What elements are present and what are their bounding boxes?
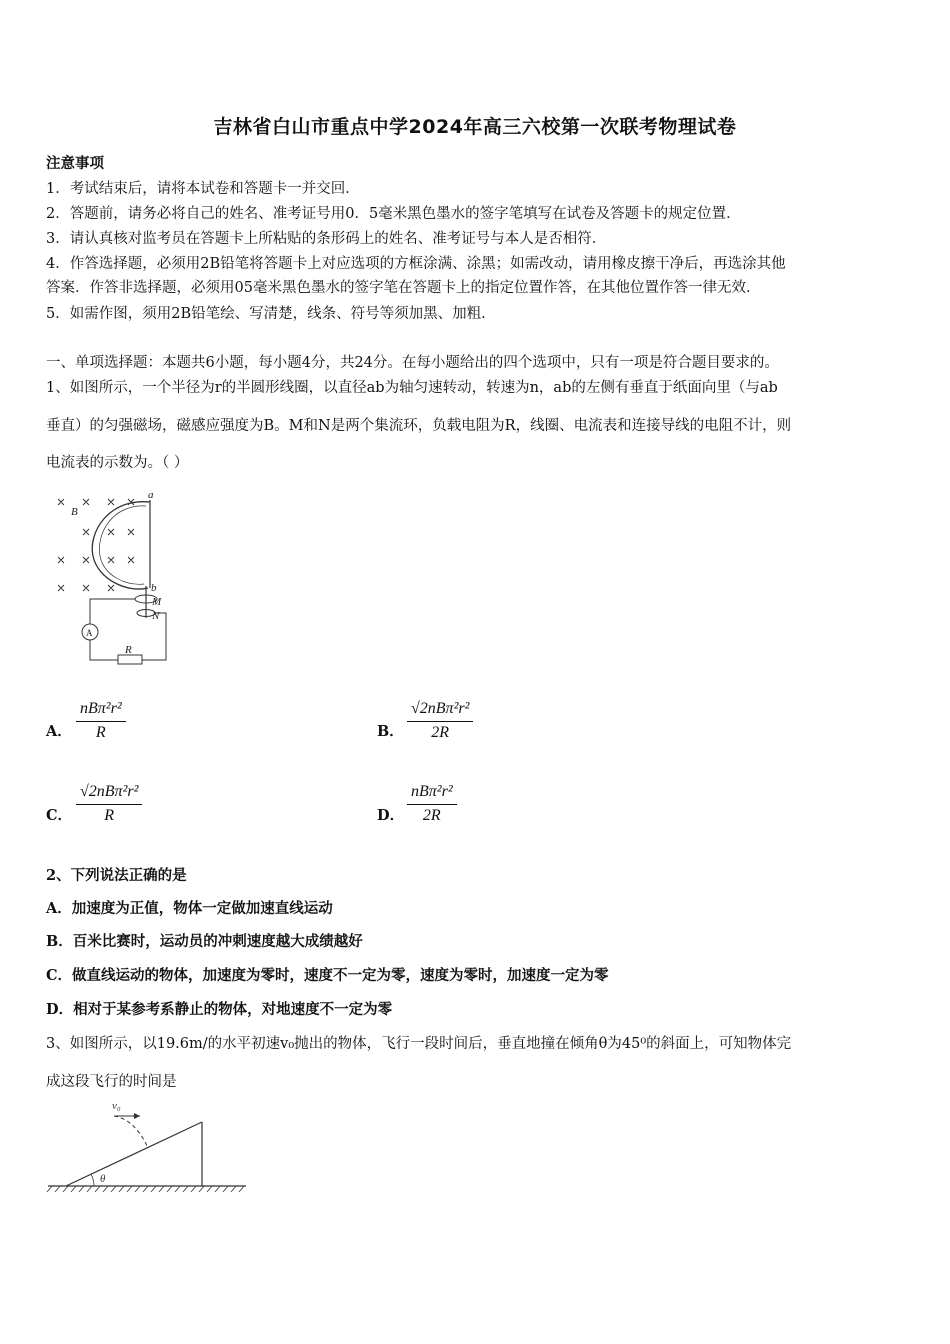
magnetic-field-crosses xyxy=(58,499,134,591)
denominator: 2R xyxy=(431,724,450,741)
q1-figure xyxy=(48,488,188,668)
point-a-label: a xyxy=(148,489,154,501)
q1-stem: 电流表的示数为。（ ） xyxy=(46,455,189,471)
q1-stem: 1、如图所示，一个半径为r的半圆形线圈，以直径ab为轴匀速转动，转速为n，ab的左侧有垂直于纸面向里（与ab xyxy=(46,380,778,396)
q2-option-a: A．加速度为正值，物体一定做加速直线运动 xyxy=(46,900,333,917)
angle-arc xyxy=(91,1174,94,1186)
q1-option-c-label: C． xyxy=(46,807,73,824)
section-heading: 一、单项选择题：本题共6小题，每小题4分，共24分。在每小题给出的四个选项中，只有一项是符合题目要求的。 xyxy=(46,355,779,371)
notice-item: 2．答题前，请务必将自己的姓名、准考证号用0．5毫米黑色墨水的签字笔填写在试卷及答题卡的规定位置． xyxy=(46,206,741,222)
q1-option-a-formula xyxy=(76,700,126,742)
half-ring-coil xyxy=(92,502,150,589)
coil-inner xyxy=(99,506,146,584)
q2-option-b: B．百米比赛时，运动员的冲刺速度越大成绩越好 xyxy=(46,933,363,950)
denominator: R xyxy=(104,807,115,824)
notice-item: 1．考试结束后，请将本试卷和答题卡一并交回． xyxy=(46,181,360,197)
ground-hatching xyxy=(47,1186,244,1192)
notice-item: 4．作答选择题，必须用2B铅笔将答题卡上对应选项的方框涂满、涂黑；如需改动，请用橡皮擦干净后，再选涂其他 xyxy=(46,256,786,272)
q3-stem: 3、如图所示，以19.6m/的水平初速v₀抛出的物体，飞行一段时间后，垂直地撞在倾角θ为45⁰的斜面上，可知物体完 xyxy=(46,1036,792,1052)
resistor-label: R xyxy=(125,644,132,656)
q1-option-b-formula xyxy=(407,700,473,742)
q1-option-b-label: B． xyxy=(377,723,404,740)
numerator: √2nBπ²r² xyxy=(407,700,473,722)
q3-stem: 成这段飞行的时间是 xyxy=(46,1074,177,1090)
q2-option-d: D．相对于某参考系静止的物体，对地速度不一定为零 xyxy=(46,1001,393,1018)
ring-m-label: M xyxy=(152,596,162,608)
q1-option-d-label: D． xyxy=(377,807,405,824)
incline xyxy=(66,1122,202,1186)
theta-label: θ xyxy=(100,1173,106,1185)
ring-n-label: N xyxy=(152,610,160,622)
resistor xyxy=(118,655,142,664)
numerator: nBπ²r² xyxy=(76,700,126,722)
q2-option-c: C．做直线运动的物体，加速度为零时，速度不一定为零，速度为零时，加速度一定为零 xyxy=(46,967,609,984)
point-b-label: b xyxy=(151,582,157,594)
numerator: √2nBπ²r² xyxy=(76,783,142,805)
notice-item: 5．如需作图，须用2B铅笔绘、写清楚，线条、符号等须加黑、加粗． xyxy=(46,306,496,322)
page-title: 吉林省白山市重点中学2024年高三六校第一次联考物理试卷 xyxy=(213,116,737,138)
trajectory xyxy=(114,1116,148,1148)
numerator: nBπ²r² xyxy=(407,783,457,805)
q1-option-d-formula xyxy=(407,783,457,825)
denominator: 2R xyxy=(422,807,441,824)
notice-item: 3．请认真核对监考员在答题卡上所粘贴的条形码上的姓名、准考证号与本人是否相符． xyxy=(46,231,607,247)
v0-label: v₀ xyxy=(112,1100,121,1112)
ammeter-label: A xyxy=(86,628,93,638)
notice-item: 答案．作答非选择题，必须用05毫米黑色墨水的签字笔在答题卡上的指定位置作答，在其他位置作答一律无效． xyxy=(46,280,761,296)
denominator: R xyxy=(95,724,106,741)
q2-stem: 2、下列说法正确的是 xyxy=(46,867,187,884)
q1-stem: 垂直）的匀强磁场，磁感应强度为B。M和N是两个集流环，负载电阻为R，线圈、电流表和连接导线的电阻不计，则 xyxy=(46,418,792,434)
q3-figure xyxy=(44,1096,250,1196)
q1-option-a-label: A． xyxy=(46,723,72,740)
notice-heading: 注意事项 xyxy=(46,155,104,172)
q1-option-c-formula xyxy=(76,783,142,825)
field-label-b: B xyxy=(71,506,78,518)
